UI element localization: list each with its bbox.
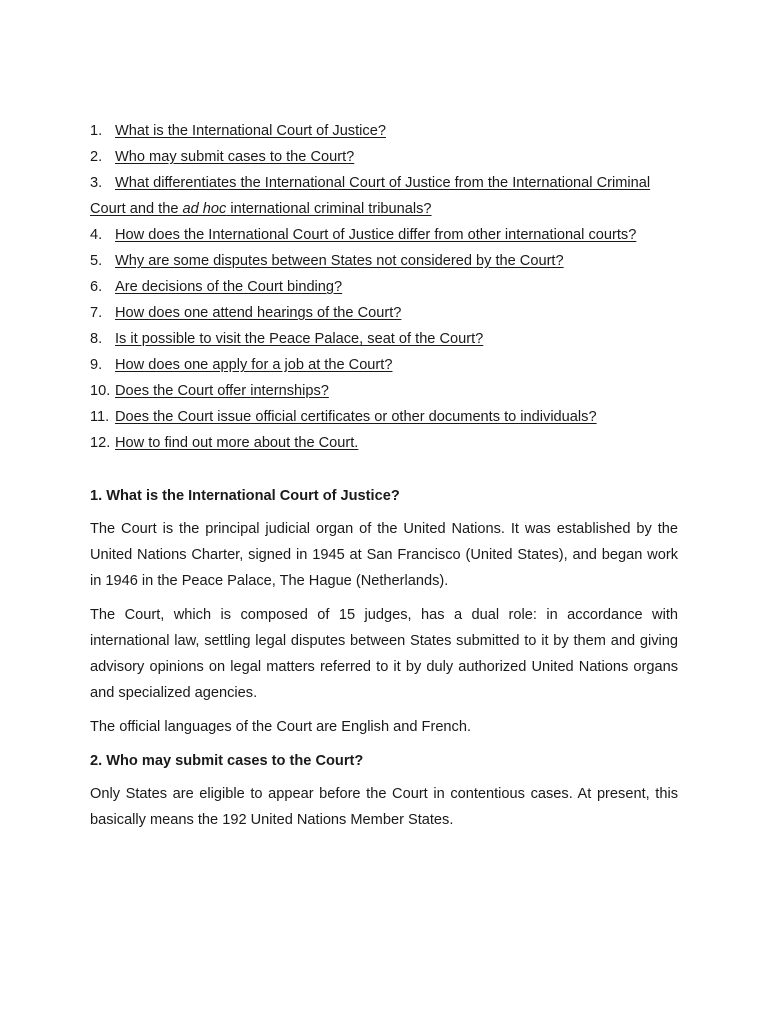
- toc-link-find-out-more[interactable]: How to find out more about the Court.: [115, 435, 359, 451]
- toc-link-attend-hearings[interactable]: How does one attend hearings of the Court?: [115, 305, 402, 321]
- toc-link-italic-text: ad hoc: [182, 201, 227, 217]
- toc-link-text-part: international criminal tribunals?: [226, 201, 432, 217]
- toc-item-8: [90, 326, 678, 352]
- toc-number: 1.: [90, 123, 103, 139]
- toc-number: 8.: [90, 331, 103, 347]
- toc-item-7: [90, 300, 678, 326]
- toc-link-certificates[interactable]: Does the Court issue official certificates or other documents to individuals?: [115, 409, 597, 425]
- toc-link-text-part: What differentiates the International Court of Justice from the International Criminal Court and the: [90, 175, 651, 217]
- toc-number: 7.: [90, 305, 103, 321]
- toc-number: 3.: [90, 175, 103, 191]
- toc-item-9: [90, 352, 678, 378]
- toc-number: 5.: [90, 253, 103, 269]
- toc-link-what-is-icj[interactable]: What is the International Court of Justice?: [115, 123, 386, 139]
- toc-link-who-may-submit[interactable]: Who may submit cases to the Court?: [115, 149, 355, 165]
- toc-number: 10.: [90, 383, 111, 399]
- toc-link-differ-from-courts[interactable]: How does the International Court of Justice differ from other international courts?: [115, 227, 637, 243]
- section-2-paragraph-1: Only States are eligible to appear before the Court in contentious cases. At present, this basically means the 192 United Nations Member States.: [90, 786, 678, 828]
- toc-item-10: [90, 378, 678, 404]
- section-1-heading: 1. What is the International Court of Justice?: [90, 488, 400, 504]
- document-page: [90, 118, 678, 833]
- toc-number: 9.: [90, 357, 103, 373]
- toc-item-11: [90, 404, 678, 430]
- table-of-contents: [90, 118, 678, 456]
- toc-item-2: [90, 144, 678, 170]
- toc-link-decisions-binding[interactable]: Are decisions of the Court binding?: [115, 279, 343, 295]
- toc-item-6: [90, 274, 678, 300]
- toc-item-4: [90, 222, 678, 248]
- toc-link-disputes-not-considered[interactable]: Why are some disputes between States not considered by the Court?: [115, 253, 564, 269]
- toc-item-12: [90, 430, 678, 456]
- toc-item-5: [90, 248, 678, 274]
- toc-link-visit-peace-palace[interactable]: Is it possible to visit the Peace Palace, seat of the Court?: [115, 331, 484, 347]
- toc-number: 6.: [90, 279, 103, 295]
- toc-number: 12.: [90, 435, 111, 451]
- toc-item-1: [90, 118, 678, 144]
- toc-number: 4.: [90, 227, 103, 243]
- toc-number: 11.: [90, 409, 110, 425]
- toc-link-apply-for-job[interactable]: How does one apply for a job at the Court?: [115, 357, 393, 373]
- toc-number: 2.: [90, 149, 103, 165]
- section-1-paragraph-1: The Court is the principal judicial organ of the United Nations. It was established by the United Nations Charter, signed in 1945 at San Francisco (United States), and began work in 1946 in the Peace Palace, The Hague (Netherlands).: [90, 521, 678, 589]
- toc-link-internships[interactable]: Does the Court offer internships?: [115, 383, 329, 399]
- toc-item-3: [90, 170, 678, 222]
- section-1-paragraph-3: The official languages of the Court are English and French.: [90, 719, 472, 735]
- section-2-heading: 2. Who may submit cases to the Court?: [90, 753, 364, 769]
- section-1-paragraph-2: The Court, which is composed of 15 judges, has a dual role: in accordance with international law, settling legal disputes between States submitted to it by them and giving advisory opinions on legal matters referred to it by duly authorized United Nations organs and specialized agencies.: [90, 607, 678, 701]
- toc-link-differentiates[interactable]: [90, 175, 650, 217]
